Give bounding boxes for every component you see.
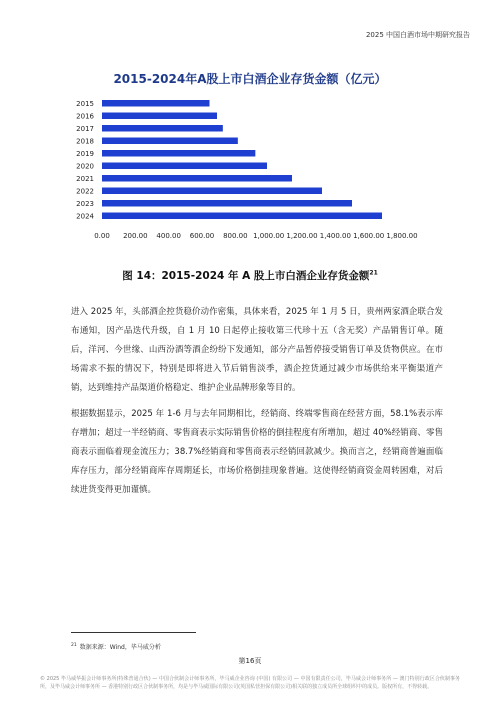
y-tick-label-2023: 2023 [76,199,94,208]
figure-footnote-ref: 21 [369,269,378,277]
bar-2017 [102,125,223,132]
bar-2016 [102,113,217,120]
bar-2024 [102,213,382,220]
bar-2020 [102,163,267,170]
y-tick-label-2017: 2017 [76,124,94,133]
chart-container [0,60,500,250]
body-text [71,303,443,507]
paragraph-2: 根据数据显示，2025 年 1-6 月与去年同期相比，经销商、终端零售商在经营方面，58.1%表示库存增加；超过一半经销商、零售商表示实际销售价格的倒挂程度有所增加，超过 40%经销商、零售商表示面临着现金流压力；38.7%经销商和零售商表示经销回款减少。换而言之，经销商普遍面临库存压力，部分经销商库存周期延长，市场价格倒挂现象普遍。这使得经销商资金周转困难，对后续进货变得更加谨慎。 [71,409,443,495]
bar-2021 [102,175,292,182]
x-tick-label-2: 400.00 [156,232,181,240]
bar-2022 [102,188,322,195]
x-tick-label-3: 600.00 [189,232,215,240]
page-number: 第16页 [238,657,262,665]
y-tick-label-2019: 2019 [76,149,94,158]
y-tick-label-2018: 2018 [76,137,94,146]
chart-title: 2015-2024年A股上市白酒企业存货金额（亿元） [113,72,387,86]
y-tick-label-2024: 2024 [76,212,94,221]
bar-2023 [102,200,352,207]
footnote-text: 数据来源：Wind，毕马威分析 [79,644,161,651]
bar-2015 [102,100,210,107]
x-tick-label-0: 0.00 [94,232,110,240]
y-tick-label-2015: 2015 [76,99,94,108]
footnote-number: 21 [71,643,77,648]
x-tick-label-1: 200.00 [123,232,148,240]
y-tick-label-2020: 2020 [76,162,94,171]
x-tick-label-6: 1,200.00 [286,232,318,240]
y-tick-label-2022: 2022 [76,187,94,196]
x-tick-label-8: 1,600.00 [353,232,385,240]
y-tick-label-2021: 2021 [76,174,94,183]
x-tick-label-4: 800.00 [223,232,248,240]
footnote [71,642,161,651]
x-tick-label-5: 1,000.00 [253,232,285,240]
x-tick-label-7: 1,400.00 [319,232,351,240]
legal-notice: © 2025 毕马威华振会计师事务所(特殊普通合伙) — 中国合伙制会计师事务所，毕马威企业咨询 (中国) 有限公司 — 中国有限责任公司，毕马威会计师事务所 — 澳门特别行政区合伙制事务所，及毕马威会计师事务所 — 香港特别行政区合伙制事务所，均是与毕马威国际有限公司(英国私营担保有限公司)相关联的独立成员所全球组织中的成员。版权所有，不得转载。 [40,676,460,690]
figure-caption-text: 图 14：2015-2024 年 A 股上市白酒企业存货金额 [122,270,370,282]
footnote-divider [71,632,196,633]
report-header-title: 2025 中国白酒市场中期研究报告 [365,31,470,39]
x-tick-label-9: 1,800.00 [386,232,418,240]
bar-2019 [102,150,255,157]
bar-2018 [102,138,238,145]
paragraph-1: 进入 2025 年，头部酒企控货稳价动作密集，具体来看，2025 年 1 月 5 日，贵州两家酒企联合发布通知，因产品迭代升级，自 1 月 10 日起停止接收第三代珍十五（含无奖）产品销售订单。随后，洋河、今世缘、山西汾酒等酒企纷纷下发通知，部分产品暂停接受销售订单及货物供应。在市场需求不振的情况下，特别是即将进入节后销售淡季，酒企控货通过减少市场供给来平衡渠道产销，达到维持产品渠道价格稳定、维护企业品牌形象等目的。 [71,307,443,393]
inventory-bar-chart [0,60,500,250]
figure-caption [0,268,500,283]
y-tick-label-2016: 2016 [76,112,94,121]
